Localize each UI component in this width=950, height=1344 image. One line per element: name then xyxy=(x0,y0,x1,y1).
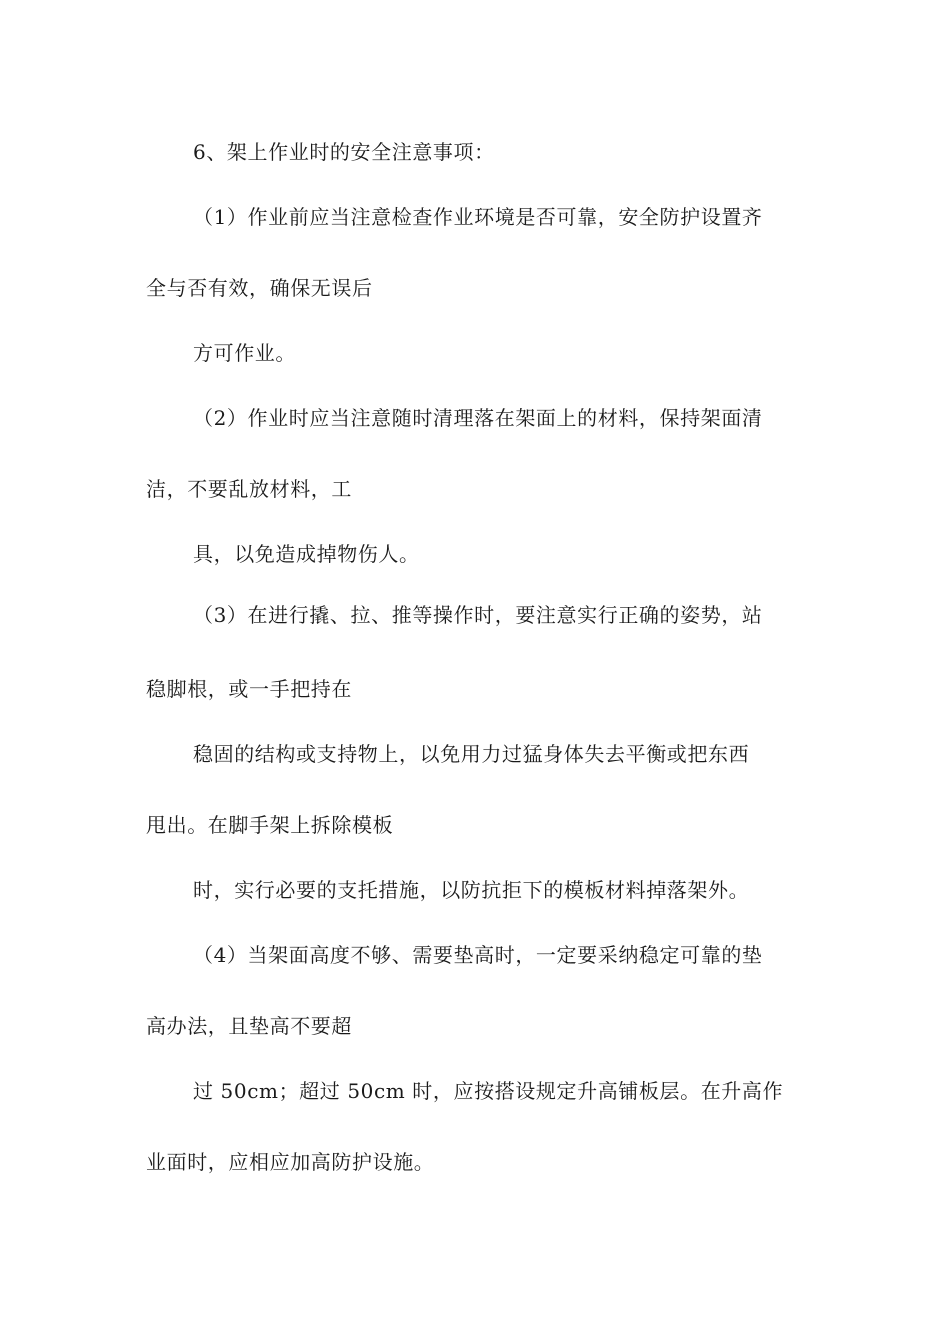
paragraph-line: （1）作业前应当注意检查作业环境是否可靠，安全防护设置齐 xyxy=(193,205,763,229)
paragraph-line: 甩出。在脚手架上拆除模板 xyxy=(146,813,394,837)
paragraph-line: 高办法，且垫高不要超 xyxy=(146,1014,352,1038)
paragraph-line: （4）当架面高度不够、需要垫高时，一定要采纳稳定可靠的垫 xyxy=(193,943,763,967)
paragraph-line: 过 50cm；超过 50cm 时，应按搭设规定升高铺板层。在升高作 xyxy=(193,1079,784,1103)
paragraph-line: 业面时，应相应加高防护设施。 xyxy=(146,1150,435,1174)
paragraph-line: 具，以免造成掉物伤人。 xyxy=(193,542,420,566)
paragraph-line: 稳脚根，或一手把持在 xyxy=(146,677,352,701)
paragraph-line: 全与否有效，确保无误后 xyxy=(146,276,373,300)
paragraph-line: （2）作业时应当注意随时清理落在架面上的材料，保持架面清 xyxy=(193,406,763,430)
paragraph-line: 稳固的结构或支持物上，以免用力过猛身体失去平衡或把东西 xyxy=(193,742,750,766)
paragraph-line: 时，实行必要的支托措施，以防抗拒下的模板材料掉落架外。 xyxy=(193,878,750,902)
section-heading: 6、架上作业时的安全注意事项： xyxy=(193,140,495,164)
paragraph-line: 方可作业。 xyxy=(193,341,296,365)
paragraph-line: （3）在进行撬、拉、推等操作时，要注意实行正确的姿势，站 xyxy=(193,603,763,627)
paragraph-line: 洁，不要乱放材料，工 xyxy=(146,477,352,501)
